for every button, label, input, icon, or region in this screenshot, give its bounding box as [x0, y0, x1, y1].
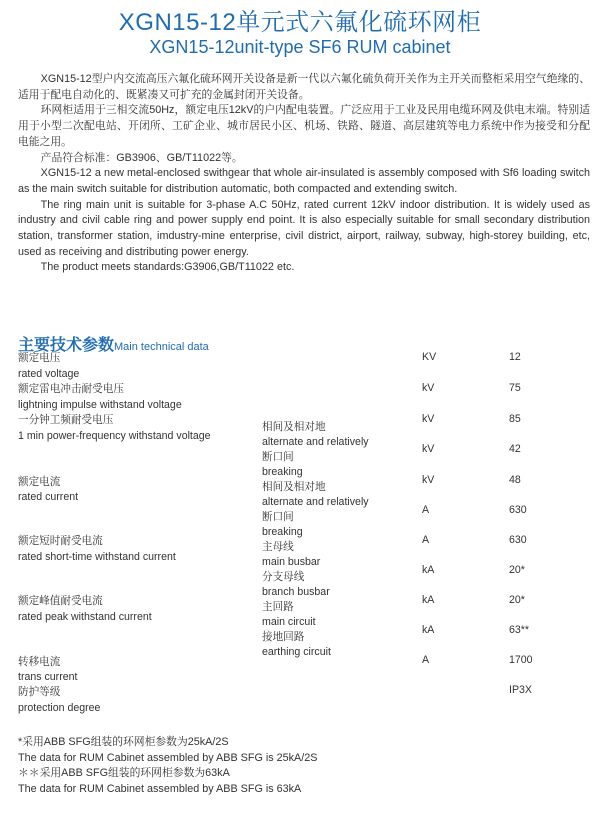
intro-paragraph: 产品符合标准：GB3906、GB/T11022等。 — [40, 151, 243, 164]
sub-label: 断口间 — [262, 511, 294, 523]
value-cell: 20* — [509, 594, 525, 606]
sub-label: 断口间 — [262, 451, 294, 463]
value-cell: 630 — [509, 534, 527, 546]
unit-cell: kV — [422, 382, 435, 394]
unit-cell: kV — [422, 443, 435, 455]
param-label: protection degree — [18, 702, 101, 714]
footnote-line: The data for RUM Cabinet assembled by ABB SFG is 25kA/2S — [18, 751, 318, 764]
unit-cell: kV — [422, 413, 435, 425]
unit-cell: A — [422, 504, 430, 516]
footnote-line: The data for RUM Cabinet assembled by ABB SFG is 63kA — [18, 782, 302, 795]
value-cell: 630 — [509, 504, 527, 516]
param-label: trans current — [18, 671, 78, 683]
intro-paragraph: 环网柜适用于三相交流50Hz，额定电压12kV的户内配电装置。广泛应用于工业及民用电缆环网及供电末端。特别适用于小型二次配电站、开闭所、工矿企业、城市居民小区、机场、铁路、隧道、高层建筑等电力系统中作为接受和分配电能之用。 — [18, 104, 590, 148]
sub-label: branch busbar — [262, 586, 330, 598]
footnote-line: ＊＊采用ABB SFG组装的环网柜参数为63kA — [18, 767, 230, 780]
footnote-line: *采用ABB SFG组装的环网柜参数为25kA/2S — [18, 736, 229, 748]
value-cell: 42 — [509, 443, 521, 455]
unit-cell: kA — [422, 624, 435, 636]
param-label: rated current — [18, 491, 79, 503]
sub-label: earthing circuit — [262, 646, 331, 658]
param-label: 1 min power-frequency withstand voltage — [18, 430, 211, 442]
value-cell: 75 — [509, 382, 521, 394]
param-label: rated peak withstand current — [18, 611, 152, 623]
unit-cell: kA — [422, 594, 435, 606]
value-cell: 85 — [509, 413, 521, 425]
param-label: rated voltage — [18, 368, 80, 380]
param-label: 额定短时耐受电流 — [18, 535, 103, 547]
param-label: 额定电压 — [18, 352, 61, 364]
intro-paragraph: XGN15-12 a new metal-enclosed swithgear that whole air-insulated is assembly composed with Sf6 loading switch as the main switch suitable for distribution automatic, both compacted and extending switch. — [18, 167, 590, 195]
param-label: 额定雷电冲击耐受电压 — [18, 383, 124, 395]
sub-label: 相间及相对地 — [262, 421, 326, 433]
param-label: 转移电流 — [18, 656, 61, 668]
unit-cell: kV — [422, 474, 435, 486]
param-label: 额定电流 — [18, 476, 61, 488]
page-title: XGN15-12单元式六氟化硫环网柜 — [118, 9, 482, 36]
intro-paragraph: XGN15-12型户内交流高压六氟化硫环网开关设备是新一代以六氟化硫负荷开关作为主开关而整柜采用空气绝缘的、适用于配电自动化的、既紧凑又可扩充的金属封闭开关设备。 — [18, 73, 590, 101]
page-subtitle: XGN15-12unit-type SF6 RUM cabinet — [149, 37, 451, 57]
sub-label: 相间及相对地 — [262, 481, 326, 493]
value-cell: 12 — [509, 351, 521, 363]
unit-cell: A — [422, 654, 430, 666]
unit-cell: A — [422, 534, 430, 546]
intro-paragraph: The product meets standards:G3906,GB/T11022 etc. — [40, 261, 295, 274]
sub-label: breaking — [262, 466, 303, 478]
param-label: lightning impulse withstand voltage — [18, 399, 182, 411]
value-cell: 63** — [509, 624, 530, 636]
value-cell: 48 — [509, 474, 521, 486]
section-title-cn: 主要技术参数 — [18, 337, 115, 354]
sub-label: main circuit — [262, 616, 316, 628]
sub-label: breaking — [262, 526, 303, 538]
sub-label: 接地回路 — [262, 631, 305, 643]
sub-label: main busbar — [262, 556, 321, 568]
value-cell: 20* — [509, 564, 525, 576]
sub-label: 分支母线 — [262, 571, 305, 583]
sub-label: alternate and relatively — [262, 436, 369, 448]
sub-label: 主回路 — [262, 601, 294, 613]
intro-paragraph: The ring main unit is suitable for 3-phase A.C 50Hz, rated current 12kV indoor distribution. It is widely used as industry and civil cable ring and power supply end point. It is also especially suitable for small secondary distribution station, transformer station, imdustry-mine enterprise, civil district, airport, railway, subway, high-storey building, etc, used as receiving and distributing power energy. — [18, 198, 590, 258]
unit-cell: KV — [422, 351, 437, 363]
intro-text — [18, 72, 590, 276]
param-label: 防护等级 — [18, 686, 61, 698]
sub-label: 主母线 — [262, 541, 294, 553]
param-label: rated short-time withstand current — [18, 551, 176, 563]
param-label: 一分钟工频耐受电压 — [18, 414, 114, 426]
sub-label: alternate and relatively — [262, 496, 369, 508]
unit-cell: kA — [422, 564, 435, 576]
value-cell: 1700 — [509, 654, 533, 666]
param-label: 额定峰值耐受电流 — [18, 595, 103, 607]
footnotes — [18, 735, 588, 797]
value-cell: IP3X — [509, 684, 532, 696]
section-title-en: Main technical data — [114, 341, 209, 353]
